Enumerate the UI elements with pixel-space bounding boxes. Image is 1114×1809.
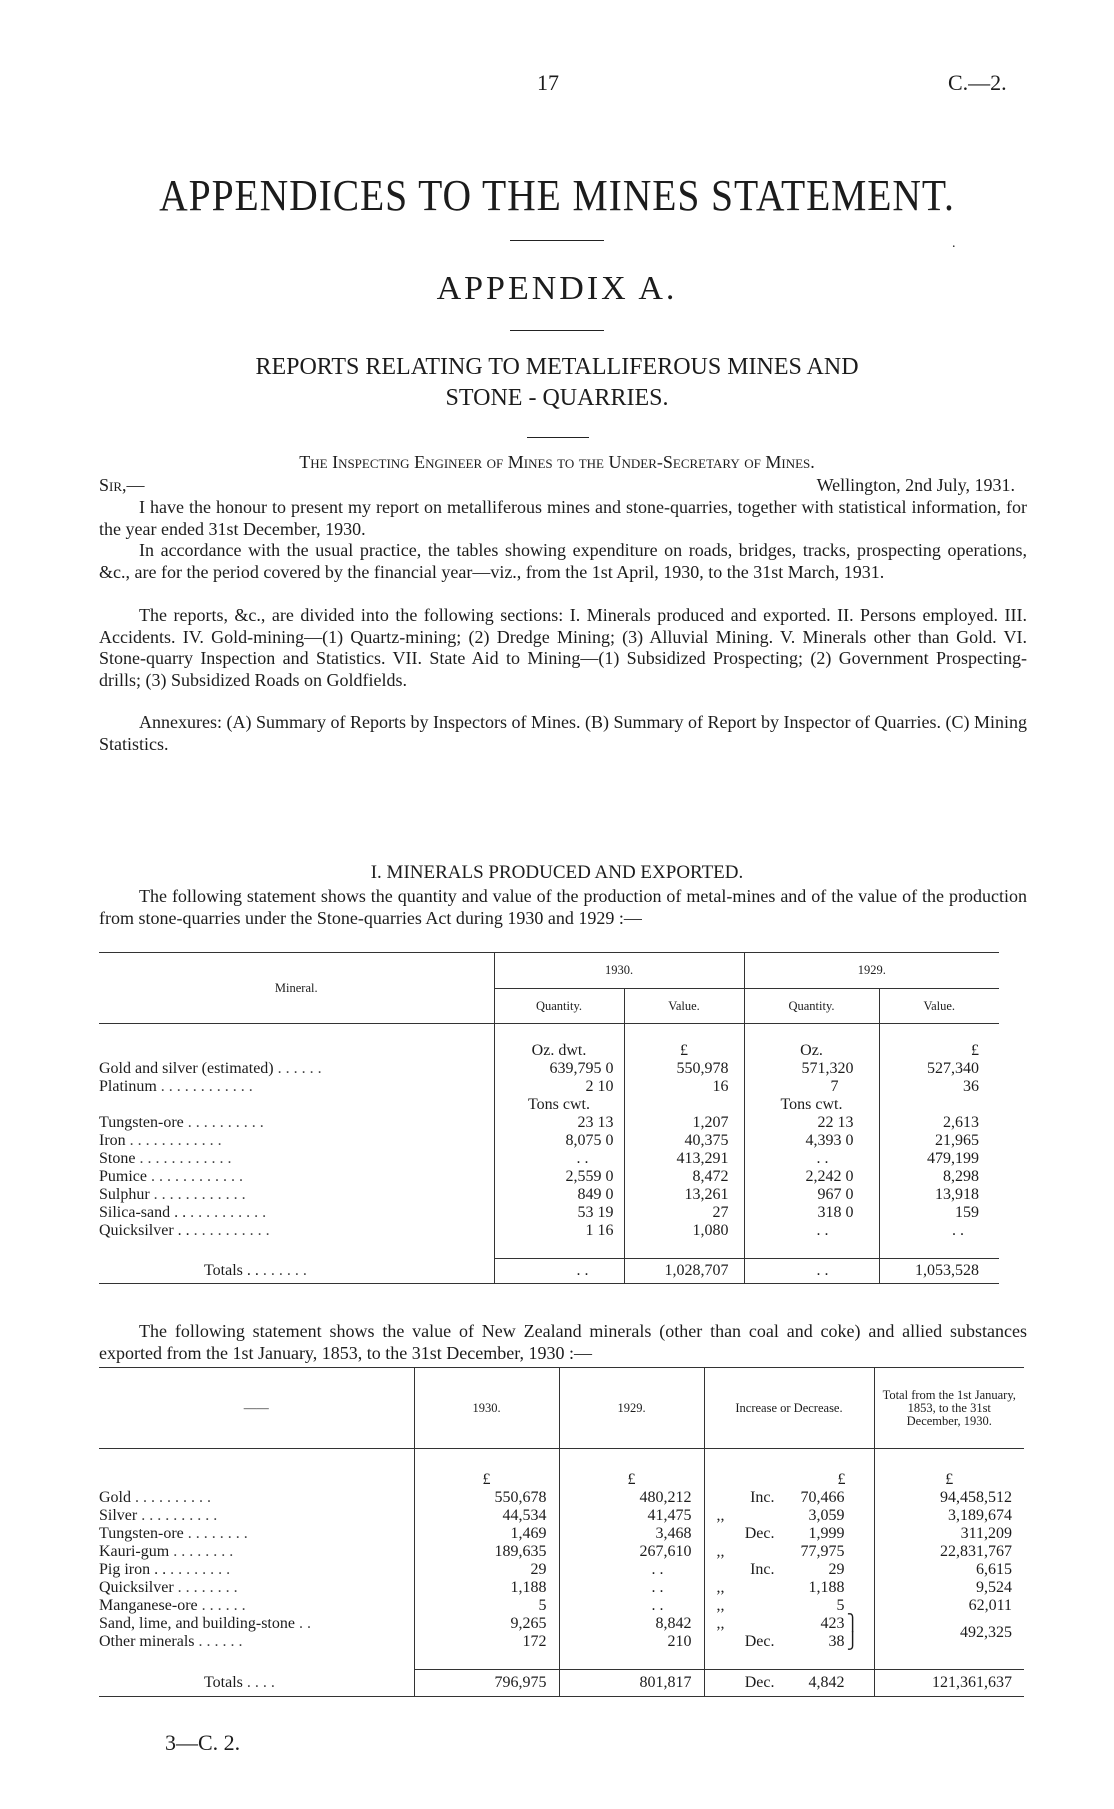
table-row	[99, 1543, 1024, 1561]
value-1930: 189,635	[414, 1543, 559, 1561]
change-direction: ,,	[716, 1543, 725, 1560]
total-since-1853: 62,011	[968, 1597, 1012, 1614]
change-amount: 29	[828, 1561, 845, 1578]
value-1930: 44,534	[414, 1507, 559, 1525]
value-1929: . .	[559, 1561, 704, 1579]
totals-quantity-1930: . .	[494, 1259, 624, 1284]
value-1929: 3,468	[559, 1525, 704, 1543]
header-quantity-1930: Quantity.	[494, 988, 624, 1024]
header-value-1929: Value.	[923, 998, 956, 1013]
quantity-1929: 318 0	[744, 1204, 879, 1222]
value-1929: 479,199	[927, 1150, 979, 1167]
value-1930: 1,207	[624, 1114, 744, 1132]
leader-dots: . . . . . . . . . .	[187, 1114, 264, 1131]
change-direction: ,,	[716, 1615, 725, 1632]
quantity-1930: 1 16	[494, 1222, 624, 1240]
leader-dots: . . . . . . . . . .	[193, 1222, 270, 1239]
total-since-1853: 6,615	[976, 1561, 1012, 1578]
change-direction: Dec.	[744, 1525, 775, 1542]
table-row	[99, 1561, 1024, 1579]
change-amount: 1,999	[808, 1525, 845, 1542]
leader-dots: . . . . . . . .	[187, 1525, 248, 1542]
total-since-1853: 9,524	[976, 1579, 1012, 1596]
leader-dots: . . . . . .	[262, 1261, 307, 1279]
quantity-1929: 4,393 0	[744, 1132, 879, 1150]
table-row	[99, 1060, 999, 1078]
leader-dots: . . . . . . . .	[170, 1561, 231, 1578]
item-name: Tungsten-ore	[99, 1525, 184, 1542]
totals-change-amount: 4,842	[808, 1674, 845, 1691]
table-row	[99, 1507, 1024, 1525]
letter-paragraph-2: In accordance with the usual practice, the tables showing expenditure on roads, bridges, tracks, prospecting operations, &c., are for the period covered by the financial year—viz., from the 1st April, 1930, to the 31st March, 1931.	[99, 540, 1027, 582]
value-1930: 1,188	[414, 1579, 559, 1597]
value-1929: 21,965	[935, 1132, 979, 1149]
quantity-1930: 8,075 0	[494, 1132, 624, 1150]
totals-row	[99, 1259, 999, 1284]
leader-dots: . . . . . . . . . . . .	[151, 1168, 243, 1185]
change-amount: 5	[836, 1597, 845, 1614]
unit-pound-1930: £	[414, 1471, 559, 1489]
item-name: Kauri-gum	[99, 1543, 170, 1560]
minerals-production-table	[99, 952, 999, 1284]
reports-rule	[527, 437, 589, 438]
quantity-1930: 849 0	[494, 1186, 624, 1204]
leader-dots: . . . . . . . . . . . .	[160, 1078, 253, 1095]
change-direction: Dec.	[744, 1633, 775, 1650]
unit-oz-dwt: Oz. dwt.	[494, 1042, 624, 1060]
letter-date: Wellington, 2nd July, 1931.	[816, 475, 1015, 495]
section2-intro: The following statement shows the value of New Zealand minerals (other than coal and coke) and allied substances exported from the 1st January, 1853, to the 31st December, 1930 :—	[99, 1321, 1027, 1363]
table-row	[99, 1132, 999, 1150]
header-1930: 1930.	[414, 1368, 559, 1449]
unit-tons-cwt-1930: Tons cwt.	[494, 1096, 624, 1114]
change-direction: ,,	[716, 1597, 725, 1614]
value-1929: 210	[559, 1633, 704, 1651]
leader-dots: . . . . . . . . . .	[190, 1204, 267, 1221]
appendix-title: APPENDIX A.	[436, 270, 678, 307]
title-rule	[510, 240, 604, 241]
unit-pound-total: £	[945, 1471, 954, 1488]
letter-addressee: The Inspecting Engineer of Mines to the Under-Secretary of Mines.	[299, 452, 815, 472]
value-1929: 527,340	[927, 1060, 979, 1077]
header-mineral: Mineral.	[99, 953, 494, 1024]
value-1930: 16	[624, 1078, 744, 1096]
header-value-1930: Value.	[624, 988, 744, 1024]
header-1929: 1929.	[559, 1368, 704, 1449]
value-1930: 550,678	[414, 1489, 559, 1507]
table-row	[99, 1078, 999, 1096]
value-1930: 1,469	[414, 1525, 559, 1543]
table-row	[99, 1579, 1024, 1597]
value-1930: 413,291	[624, 1150, 744, 1168]
table-row	[99, 1615, 1024, 1633]
value-1929: . .	[559, 1579, 704, 1597]
mineral-name: Gold and silver (estimated)	[99, 1060, 274, 1077]
table-row	[99, 1186, 999, 1204]
leader-dots: . . . . . . . . . . . .	[139, 1150, 232, 1167]
quantity-1929: 2,242 0	[744, 1168, 879, 1186]
item-name: Other minerals	[99, 1633, 195, 1650]
unit-tons-cwt-1929: Tons cwt.	[744, 1096, 879, 1114]
header-year-1929: 1929.	[744, 953, 999, 989]
brace-icon: ⎭	[846, 1633, 859, 1650]
leader-dots: . . . . . . . . . .	[141, 1507, 218, 1524]
letter-paragraph-3: The reports, &c., are divided into the following sections: I. Minerals produced and exported. II. Persons employed. III. Accidents. IV. Gold-mining—(1) Quartz-mining; (2) Dredge Mining; (3) Alluvial Mining. V. Minerals other than Gold. VI. Stone-quarry Inspection and Statistics. VII. State Aid to Mining—(1) Subsidized Prospecting; (2) Government Prospecting-drills; (3) Subsidized Roads on Goldfields.	[99, 605, 1027, 690]
leader-dots: . . . . . . . . . .	[135, 1489, 211, 1506]
leader-dots: . . . . . .	[198, 1633, 243, 1650]
change-amount: 3,059	[808, 1507, 845, 1524]
change-amount: 38	[828, 1633, 845, 1650]
merged-total-since-1853: 492,325	[960, 1624, 1012, 1641]
mineral-name: Stone	[99, 1150, 136, 1167]
change-amount: 70,466	[800, 1489, 845, 1506]
unit-pound-change: £	[704, 1471, 874, 1489]
value-1929: 8,298	[943, 1168, 979, 1185]
value-1929: 13,918	[935, 1186, 979, 1203]
value-1929: . .	[559, 1597, 704, 1615]
quantity-1929: . .	[744, 1150, 879, 1168]
mineral-name: Quicksilver . .	[99, 1222, 190, 1239]
leader-dots: . .	[298, 1615, 311, 1632]
quantity-1930: 2 10	[494, 1078, 624, 1096]
table-row	[99, 1114, 999, 1132]
reports-title-line1: REPORTS RELATING TO METALLIFEROUS MINES AND	[255, 354, 859, 380]
leader-dots: . . . . . . . . . . . .	[153, 1186, 246, 1203]
header-blank: ——	[99, 1368, 414, 1449]
quantity-1929: 571,320	[744, 1060, 879, 1078]
header-year-1930: 1930.	[494, 953, 744, 989]
totals-value-1929: 1,053,528	[915, 1262, 979, 1279]
value-1930: 1,080	[624, 1222, 744, 1240]
leader-dots: . . . . . . . .	[173, 1543, 234, 1560]
value-1930: 9,265	[414, 1615, 559, 1633]
section1-intro: The following statement shows the quantity and value of the production of metal-mines and of the value of the production from stone-quarries under the Stone-quarries Act during 1930 and 1929 :—	[99, 886, 1027, 928]
letter-paragraph-4: Annexures: (A) Summary of Reports by Inspectors of Mines. (B) Summary of Report by Inspector of Quarries. (C) Mining Statistics.	[99, 712, 1027, 754]
totals-value-1930: 1,028,707	[624, 1259, 744, 1284]
quantity-1929: . .	[744, 1222, 879, 1240]
mineral-name: Pumice	[99, 1168, 147, 1185]
totals-row	[99, 1670, 1024, 1697]
table-row	[99, 1222, 999, 1240]
totals-since-1853: 121,361,637	[932, 1674, 1012, 1691]
value-1930: 13,261	[624, 1186, 744, 1204]
item-name: Pig iron . .	[99, 1561, 167, 1578]
value-1930: 27	[624, 1204, 744, 1222]
mineral-name: Iron	[99, 1132, 126, 1149]
quantity-1929: 22 13	[744, 1114, 879, 1132]
mineral-name: Sulphur	[99, 1186, 150, 1203]
table-row	[99, 1150, 999, 1168]
appendix-rule	[510, 330, 604, 331]
brace-icon: ⎫	[846, 1615, 859, 1632]
value-1929: 267,610	[559, 1543, 704, 1561]
dot-mark: .	[952, 236, 956, 251]
totals-quantity-1929: . .	[744, 1259, 879, 1284]
mineral-name: Tungsten-ore	[99, 1114, 184, 1131]
unit-pound-1930: £	[624, 1042, 744, 1060]
value-1929: 159	[955, 1204, 979, 1221]
change-amount: 1,188	[808, 1579, 845, 1596]
value-1929: 36	[963, 1078, 979, 1095]
change-direction: Inc.	[750, 1561, 775, 1578]
page-number: 17	[537, 70, 559, 95]
leader-dots: . . . . . .	[277, 1060, 322, 1077]
change-direction: ,,	[716, 1507, 725, 1524]
header-increase-decrease: Increase or Decrease.	[704, 1368, 874, 1449]
value-1929: 41,475	[559, 1507, 704, 1525]
value-1930: 550,978	[624, 1060, 744, 1078]
total-since-1853: 94,458,512	[940, 1489, 1012, 1506]
value-1930: 5	[414, 1597, 559, 1615]
total-since-1853: 311,209	[960, 1525, 1012, 1542]
table-row	[99, 1489, 1024, 1507]
unit-pound-1929: £	[559, 1471, 704, 1489]
value-1929: . .	[952, 1222, 964, 1239]
unit-pound-1929: £	[971, 1042, 979, 1059]
value-1930: 172	[414, 1633, 559, 1651]
value-1930: 8,472	[624, 1168, 744, 1186]
item-name: Gold	[99, 1489, 131, 1506]
value-1929: 480,212	[559, 1489, 704, 1507]
table-row	[99, 1168, 999, 1186]
total-since-1853: 3,189,674	[948, 1507, 1012, 1524]
unit-oz: Oz.	[744, 1042, 879, 1060]
value-1929: 8,842	[559, 1615, 704, 1633]
leader-dots: . . . . . .	[201, 1597, 246, 1614]
signature-mark: 3—C. 2.	[165, 1730, 241, 1755]
minerals-exported-table	[99, 1367, 1024, 1697]
value-1930: 29	[414, 1561, 559, 1579]
table-row	[99, 1204, 999, 1222]
letter-salutation: Sir,—	[99, 475, 145, 495]
quantity-1930: . .	[494, 1150, 624, 1168]
value-1930: 40,375	[624, 1132, 744, 1150]
totals-1930: 796,975	[414, 1670, 559, 1697]
main-title: APPENDICES TO THE MINES STATEMENT.	[159, 171, 955, 220]
table-row	[99, 1525, 1024, 1543]
item-name: Sand, lime, and building-stone	[99, 1615, 295, 1632]
leader-dots: . . . .	[246, 1673, 275, 1691]
change-amount: 77,975	[800, 1543, 845, 1560]
mineral-name: Silica-sand . .	[99, 1204, 187, 1221]
table-row	[99, 1597, 1024, 1615]
leader-dots: . . . . . . . . . . . .	[129, 1132, 222, 1149]
quantity-1929: 967 0	[744, 1186, 879, 1204]
mineral-name: Platinum	[99, 1078, 157, 1095]
quantity-1930: 53 19	[494, 1204, 624, 1222]
header-quantity-1929: Quantity.	[744, 988, 879, 1024]
quantity-1930: 23 13	[494, 1114, 624, 1132]
leader-dots: . . . . . . . .	[177, 1579, 238, 1596]
totals-label: Totals	[204, 1673, 243, 1691]
reports-title-line2: STONE - QUARRIES.	[445, 385, 669, 411]
change-amount: 423	[820, 1615, 845, 1632]
item-name: Silver	[99, 1507, 138, 1524]
quantity-1930: 639,795 0	[494, 1060, 624, 1078]
item-name: Manganese-ore	[99, 1597, 198, 1614]
section-heading: I. MINERALS PRODUCED AND EXPORTED.	[370, 862, 744, 883]
letter-paragraph-1: I have the honour to present my report on metalliferous mines and stone-quarries, together with statistical information, for the year ended 31st December, 1930.	[99, 497, 1027, 539]
change-direction: Inc.	[750, 1489, 775, 1506]
header-total-since-1853: Total from the 1st January, 1853, to the 31st December, 1930.	[882, 1387, 1016, 1428]
quantity-1929: 7	[744, 1078, 879, 1096]
quantity-1930: 2,559 0	[494, 1168, 624, 1186]
document-reference: C.—2.	[948, 70, 1007, 95]
item-name: Quicksilver	[99, 1579, 174, 1596]
totals-label: Totals . .	[204, 1261, 259, 1279]
total-since-1853: 22,831,767	[940, 1543, 1012, 1560]
totals-change-direction: Dec.	[744, 1674, 775, 1691]
totals-1929: 801,817	[559, 1670, 704, 1697]
change-direction: ,,	[716, 1579, 725, 1596]
value-1929: 2,613	[943, 1114, 979, 1131]
